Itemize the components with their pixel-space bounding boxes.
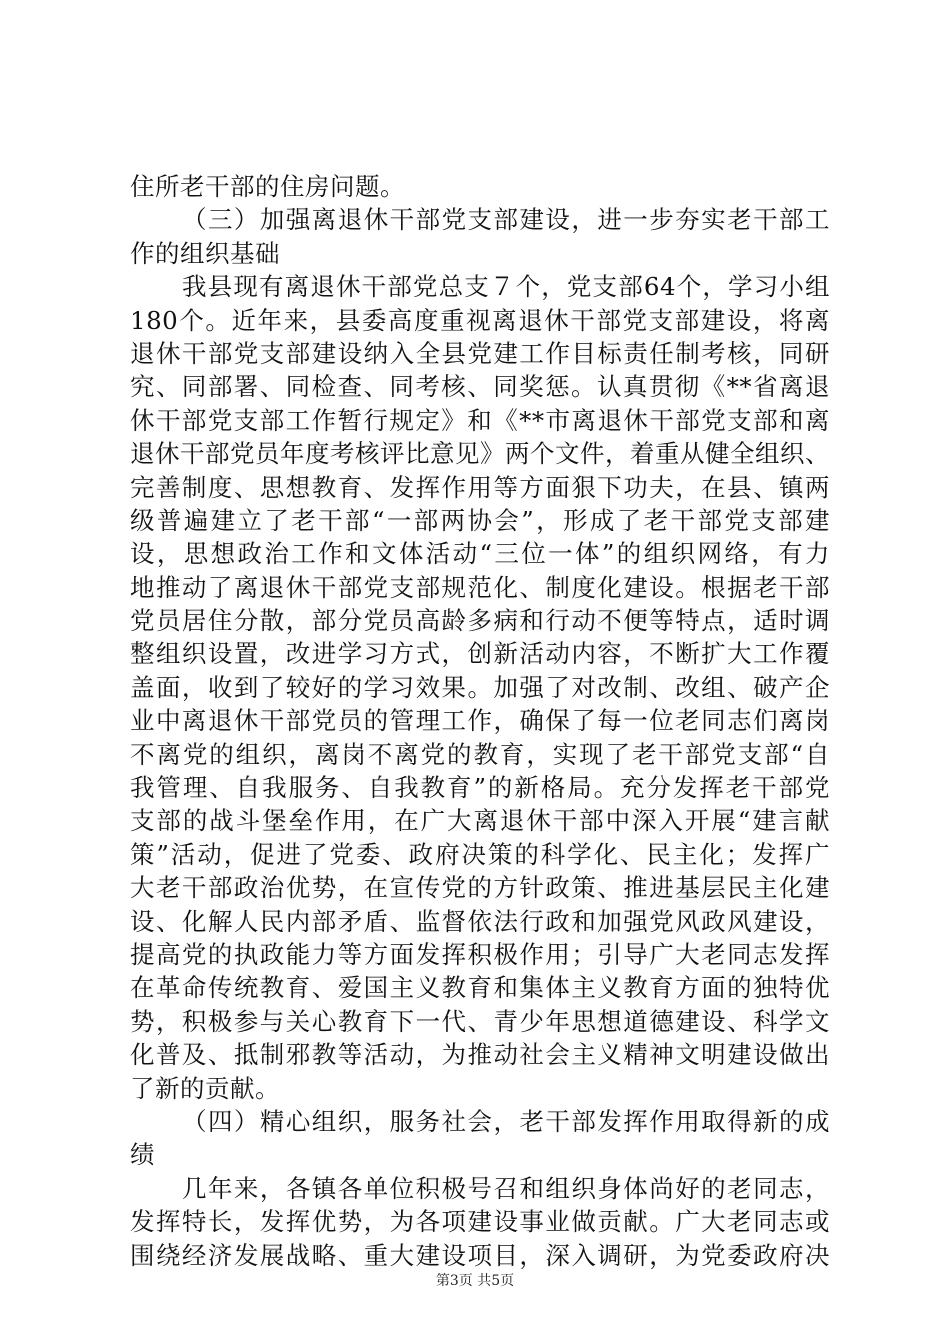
text-line: 盖面，收到了较好的学习效果。加强了对改制、改组、破产企 bbox=[130, 672, 830, 702]
text-line: 设、化解人民内部矛盾、监督依法行政和加强党风政风建设， bbox=[130, 906, 830, 936]
text-line: 作的组织基础 bbox=[130, 238, 280, 268]
text-line: 究、同部署、同检查、同考核、同奖惩。认真贯彻《**省离退 bbox=[130, 372, 830, 402]
text-line: 退休干部党支部建设纳入全县党建工作目标责任制考核，同研 bbox=[130, 338, 830, 368]
text-line: 地推动了离退休干部党支部规范化、制度化建设。根据老干部 bbox=[130, 572, 830, 602]
text-line: 整组织设置，改进学习方式，创新活动内容，不断扩大工作覆 bbox=[130, 639, 830, 669]
text-line: 势，积极参与关心教育下一代、青少年思想道德建设、科学文 bbox=[130, 1006, 830, 1036]
text-line: 支部的战斗堡垒作用，在广大离退休干部中深入开展“建言献 bbox=[130, 806, 830, 836]
text-line: 了新的贡献。 bbox=[130, 1073, 280, 1103]
text-line: 业中离退休干部党员的管理工作，确保了每一位老同志们离岗 bbox=[130, 706, 830, 736]
text-line: 我县现有离退休干部党总支７个，党支部64个，学习小组 bbox=[182, 272, 830, 302]
text-line: 住所老干部的住房问题。 bbox=[130, 172, 405, 201]
text-line: 几年来，各镇各单位积极号召和组织身体尚好的老同志， bbox=[182, 1173, 830, 1203]
text-line: 化普及、抵制邪教等活动，为推动社会主义精神文明建设做出 bbox=[130, 1040, 830, 1070]
text-line: 发挥特长，发挥优势，为各项建设事业做贡献。广大老同志或 bbox=[130, 1207, 830, 1237]
text-line: 我管理、自我服务、自我教育”的新格局。充分发挥老干部党 bbox=[130, 773, 830, 803]
text-line: 策”活动，促进了党委、政府决策的科学化、民主化；发挥广 bbox=[130, 839, 830, 869]
text-line: 大老干部政治优势，在宣传党的方针政策、推进基层民主化建 bbox=[130, 873, 830, 903]
text-line: 党员居住分散，部分党员高龄多病和行动不便等特点，适时调 bbox=[130, 606, 830, 636]
text-line: 完善制度、思想教育、发挥作用等方面狠下功夫，在县、镇两 bbox=[130, 472, 830, 502]
text-line: 绩 bbox=[130, 1140, 155, 1170]
text-line: 设，思想政治工作和文体活动“三位一体”的组织网络，有力 bbox=[130, 539, 830, 569]
text-line: 不离党的组织，离岗不离党的教育，实现了老干部党支部“自 bbox=[130, 739, 830, 769]
text-line: 在革命传统教育、爱国主义教育和集体主义教育方面的独特优 bbox=[130, 973, 830, 1003]
text-line: 退休干部党员年度考核评比意见》两个文件，着重从健全组织、 bbox=[130, 439, 830, 469]
text-line: 休干部党支部工作暂行规定》和《**市离退休干部党支部和离 bbox=[130, 405, 830, 435]
text-line: 围绕经济发展战略、重大建设项目，深入调研，为党委政府决 bbox=[130, 1240, 830, 1270]
page-footer: 第3页 共5页 bbox=[435, 1273, 515, 1289]
text-line: （四）精心组织，服务社会，老干部发挥作用取得新的成 bbox=[182, 1106, 830, 1136]
text-line: （三）加强离退休干部党支部建设，进一步夯实老干部工 bbox=[182, 205, 830, 235]
document-body bbox=[130, 170, 830, 1272]
text-line: 提高党的执政能力等方面发挥积极作用；引导广大老同志发挥 bbox=[130, 939, 830, 969]
text-line: 级普遍建立了老干部“一部两协会”，形成了老干部党支部建 bbox=[130, 505, 830, 535]
text-line: 180个。近年来，县委高度重视离退休干部党支部建设，将离 bbox=[130, 305, 830, 335]
